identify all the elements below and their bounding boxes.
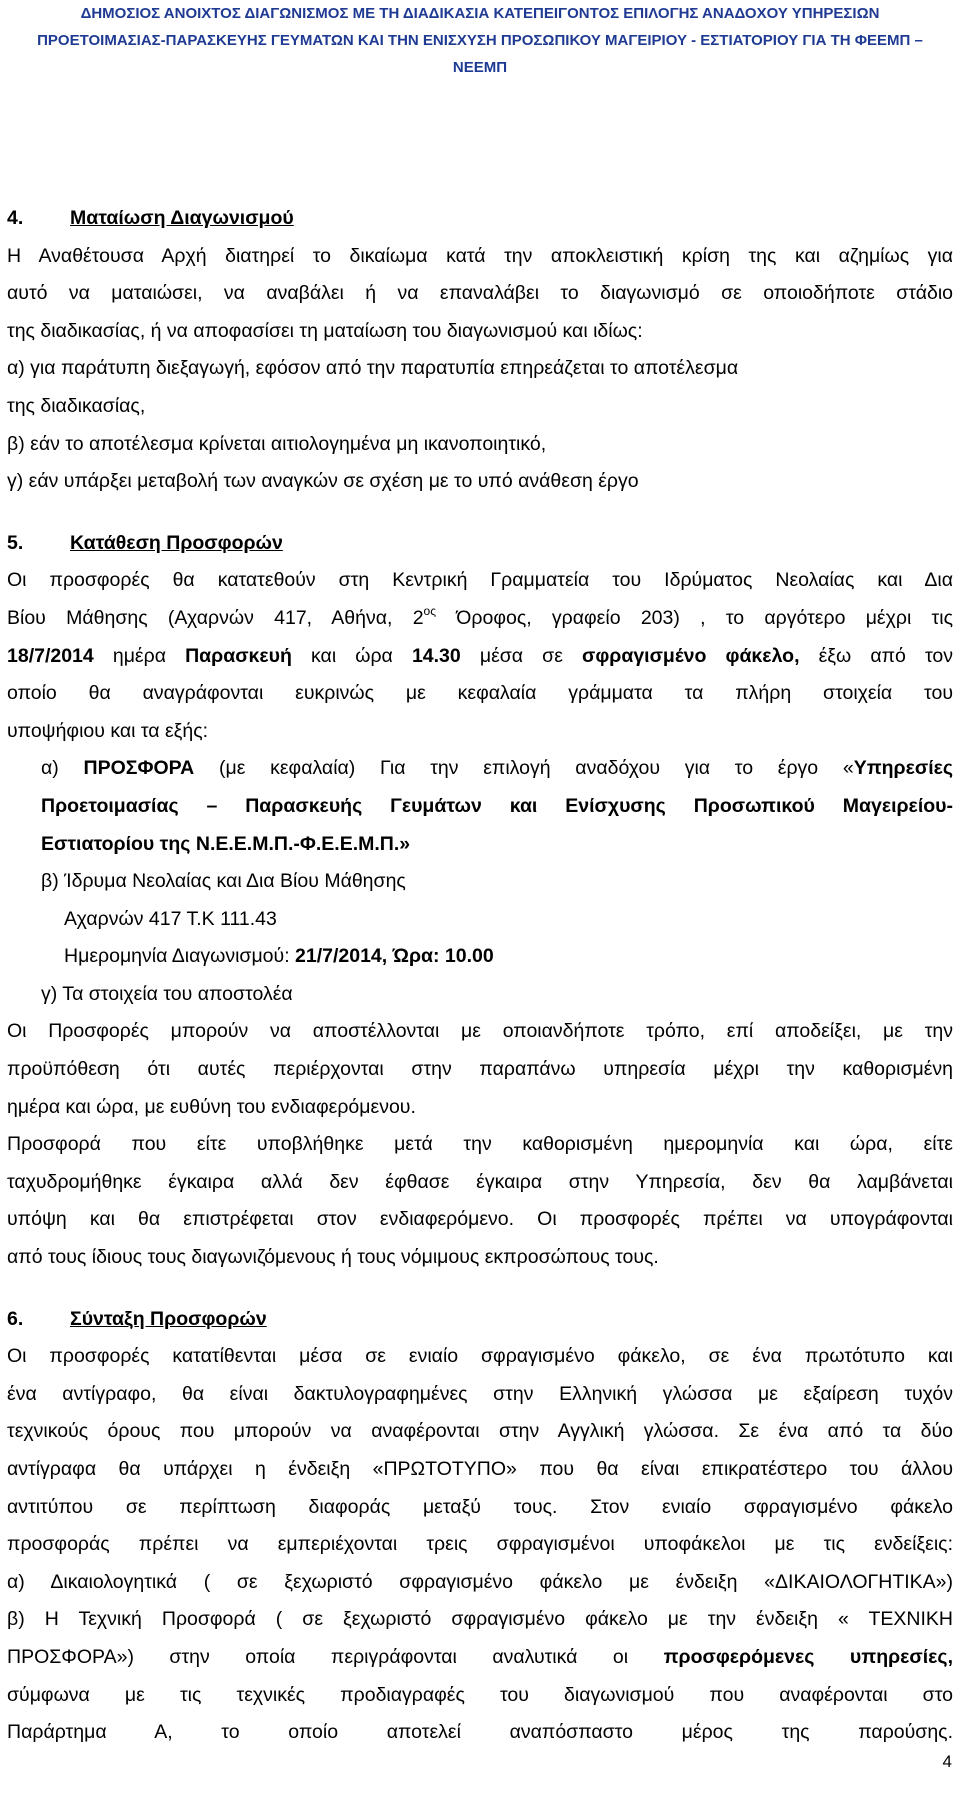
section-title: Σύνταξη Προσφορών bbox=[70, 1307, 267, 1330]
section-number: 6. bbox=[7, 1307, 24, 1330]
paragraph-line: ταχυδρομήθηκε έγκαιρα αλλά δεν έφθασε έγκαιρα στην Υπηρεσία, δεν θα λαμβάνεται bbox=[7, 1170, 953, 1193]
section-title: Ματαίωση Διαγωνισμού bbox=[70, 207, 294, 229]
paragraph-line: οποίο θα αναγράφονται ευκρινώς με κεφαλαία γράμματα τα πλήρη στοιχεία του bbox=[7, 682, 953, 705]
paragraph-line: προσφοράς πρέπει να εμπεριέχονται τρεις σφραγισμένοι υποφάκελοι με τις ενδείξεις: bbox=[7, 1533, 953, 1556]
paragraph-line: ΠΡΟΣΦΟΡΑ») στην οποία περιγράφονται αναλυτικά οι προσφερόμενες υπηρεσίες, bbox=[7, 1645, 953, 1668]
section-number: 5. bbox=[7, 531, 24, 554]
document-header bbox=[0, 0, 960, 81]
paragraph-line: αυτό να ματαιώσει, να αναβάλει ή να επαναλάβει το διαγωνισμό σε οποιοδήποτε στάδιο bbox=[7, 282, 953, 305]
page-number: 4 bbox=[942, 1752, 952, 1771]
paragraph-line: υπόψη και θα επιστρέφεται στον ενδιαφερόμενο. Οι προσφορές πρέπει να υπογράφονται bbox=[7, 1208, 953, 1231]
paragraph-line: Οι Προσφορές μπορούν να αποστέλλονται με οποιανδήποτε τρόπο, επί αποδείξει, με την bbox=[7, 1020, 953, 1043]
list-item: γ) εάν υπάρξει μεταβολή των αναγκών σε σχέση με το υπό ανάθεση έργο bbox=[7, 470, 639, 493]
paragraph-line: Προσφορά που είτε υποβλήθηκε μετά την καθορισμένη ημερομηνία και ώρα, είτε bbox=[7, 1133, 953, 1156]
paragraph-line: υποψήφιου και τα εξής: bbox=[7, 719, 209, 742]
ordinal-superscript: ος bbox=[423, 603, 437, 618]
deadline-date: 18/7/2014 bbox=[7, 644, 94, 667]
list-item: Εστιατορίου της Ν.Ε.Ε.Μ.Π.-Φ.Ε.Ε.Μ.Π.» bbox=[41, 832, 411, 855]
paragraph-line: της διαδικασίας, ή να αποφασίσει τη ματαίωση του διαγωνισμού και ιδίως: bbox=[7, 319, 643, 342]
list-item: Προετοιμασίας – Παρασκευής Γευμάτων και Ενίσχυσης Προσωπικού Μαγειρείου- bbox=[41, 794, 953, 817]
paragraph-line: ημέρα και ώρα, με ευθύνη του ενδιαφερόμενου. bbox=[7, 1095, 416, 1118]
paragraph-line: αντίγραφα θα υπάρχει η ένδειξη «ΠΡΩΤΟΤΥΠΟ» που θα είναι επικρατέστερο του άλλου bbox=[7, 1458, 953, 1480]
paragraph-line: Οι προσφορές κατατίθενται μέσα σε ενιαίο σφραγισμένο φάκελο, σε ένα πρωτότυπο και bbox=[7, 1345, 953, 1368]
list-item: της διαδικασίας, bbox=[7, 394, 146, 417]
list-item: α) για παράτυπη διεξαγωγή, εφόσον από την παρατυπία επηρεάζεται το αποτέλεσμα bbox=[7, 357, 739, 380]
header-line-3: ΝΕΕΜΠ bbox=[452, 59, 508, 76]
section-title: Κατάθεση Προσφορών bbox=[70, 531, 283, 554]
tender-date-line: Ημερομηνία Διαγωνισμού: 21/7/2014, Ώρα: 10.00 bbox=[64, 945, 494, 968]
paragraph-line: 18/7/2014 ημέρα Παρασκευή και ώρα 14.30 μέσα σε σφραγισμένο φάκελο, έξω από τον bbox=[7, 644, 953, 667]
list-item: β) Ίδρυμα Νεολαίας και Δια Βίου Μάθησης bbox=[41, 870, 406, 893]
paragraph-line: από τους ίδιους τους διαγωνιζόμενους ή τους νόμιμους εκπροσώπους τους. bbox=[7, 1246, 659, 1269]
section-6-heading bbox=[7, 1301, 953, 1339]
section-4-heading bbox=[7, 200, 953, 238]
list-item: α) ΠΡΟΣΦΟΡΑ (με κεφαλαία) Για την επιλογή αναδόχου για το έργο «Υπηρεσίες bbox=[41, 757, 953, 780]
document-body bbox=[7, 200, 953, 1752]
deadline-day: Παρασκευή bbox=[185, 644, 292, 667]
deadline-time: 14.30 bbox=[411, 644, 461, 667]
paragraph-line: Βίου Μάθησης (Αχαρνών 417, Αθήνα, $2^{o\varsigma}$ Όροφος, γραφείο 203) , το αργότερο μέχρι τις bbox=[7, 603, 953, 629]
header-line-2: ΠΡΟΕΤΟΙΜΑΣΙΑΣ-ΠΑΡΑΣΚΕΥΗΣ ΓΕΥΜΑΤΩΝ ΚΑΙ ΤΗΝ ΕΝΙΣΧΥΣΗ ΠΡΟΣΩΠΙΚΟΥ ΜΑΓΕΙΡΙΟΥ - ΕΣΤΙΑΤΟΡΙΟΥ ΓΙΑ ΤΗ ΦΕΕΜΠ – bbox=[37, 32, 923, 49]
paragraph-line: Οι προσφορές θα κατατεθούν στη Κεντρική Γραμματεία του Ιδρύματος Νεολαίας και Δια bbox=[7, 569, 953, 592]
section-number: 4. bbox=[7, 207, 24, 229]
address-line: Αχαρνών 417 Τ.Κ 111.43 bbox=[64, 907, 277, 930]
paragraph-line: ένα αντίγραφο, θα είναι δακτυλογραφημένες στην Ελληνική γλώσσα με εξαίρεση τυχόν bbox=[7, 1382, 953, 1405]
paragraph-line: αντιτύπου σε περίπτωση διαφοράς μεταξύ τους. Στον ενιαίο σφραγισμένο φάκελο bbox=[7, 1495, 953, 1518]
header-line-1: ΔΗΜΟΣΙΟΣ ΑΝΟΙΧΤΟΣ ΔΙΑΓΩΝΙΣΜΟΣ ΜΕ ΤΗ ΔΙΑΔΙΚΑΣΙΑ ΚΑΤΕΠΕΙΓΟΝΤΟΣ ΕΠΙΛΟΓΗΣ ΑΝΑΔΟΧΟΥ ΥΠΗΡΕΣΙΩΝ bbox=[80, 5, 880, 22]
list-item: β) εάν το αποτέλεσμα κρίνεται αιτιολογημένα μη ικανοποιητικό, bbox=[7, 432, 547, 455]
sealed-envelope-text: σφραγισμένο φάκελο, bbox=[581, 644, 800, 667]
paragraph-line: β) Η Τεχνική Προσφορά ( σε ξεχωριστό σφραγισμένο φάκελο με την ένδειξη « ΤΕΧΝΙΚΗ bbox=[7, 1608, 953, 1631]
paragraph-line: Η Αναθέτουσα Αρχή διατηρεί το δικαίωμα κατά την αποκλειστική κρίση της και αζημίως για bbox=[7, 244, 953, 267]
paragraph-line: προϋπόθεση ότι αυτές περιέρχονται στην παραπάνω υπηρεσία μέχρι την καθορισμένη bbox=[7, 1058, 953, 1081]
list-item: γ) Τα στοιχεία του αποστολέα bbox=[41, 982, 293, 1005]
paragraph-line: τεχνικούς όρους που μπορούν να αναφέρονται στην Αγγλική γλώσσα. Σε ένα από τα δύο bbox=[7, 1420, 953, 1443]
paragraph-line: σύμφωνα με τις τεχνικές προδιαγραφές του διαγωνισμού που αναφέρονται στο bbox=[7, 1683, 953, 1706]
section-5-heading bbox=[7, 525, 953, 563]
paragraph-line: Παράρτημα Α, το οποίο αποτελεί αναπόσπαστο μέρος της παρούσης. bbox=[7, 1721, 953, 1744]
paragraph-line: α) Δικαιολογητικά ( σε ξεχωριστό σφραγισμένο φάκελο με ένδειξη «ΔΙΚΑΙΟΛΟΓΗΤΙΚΑ») bbox=[7, 1570, 953, 1593]
